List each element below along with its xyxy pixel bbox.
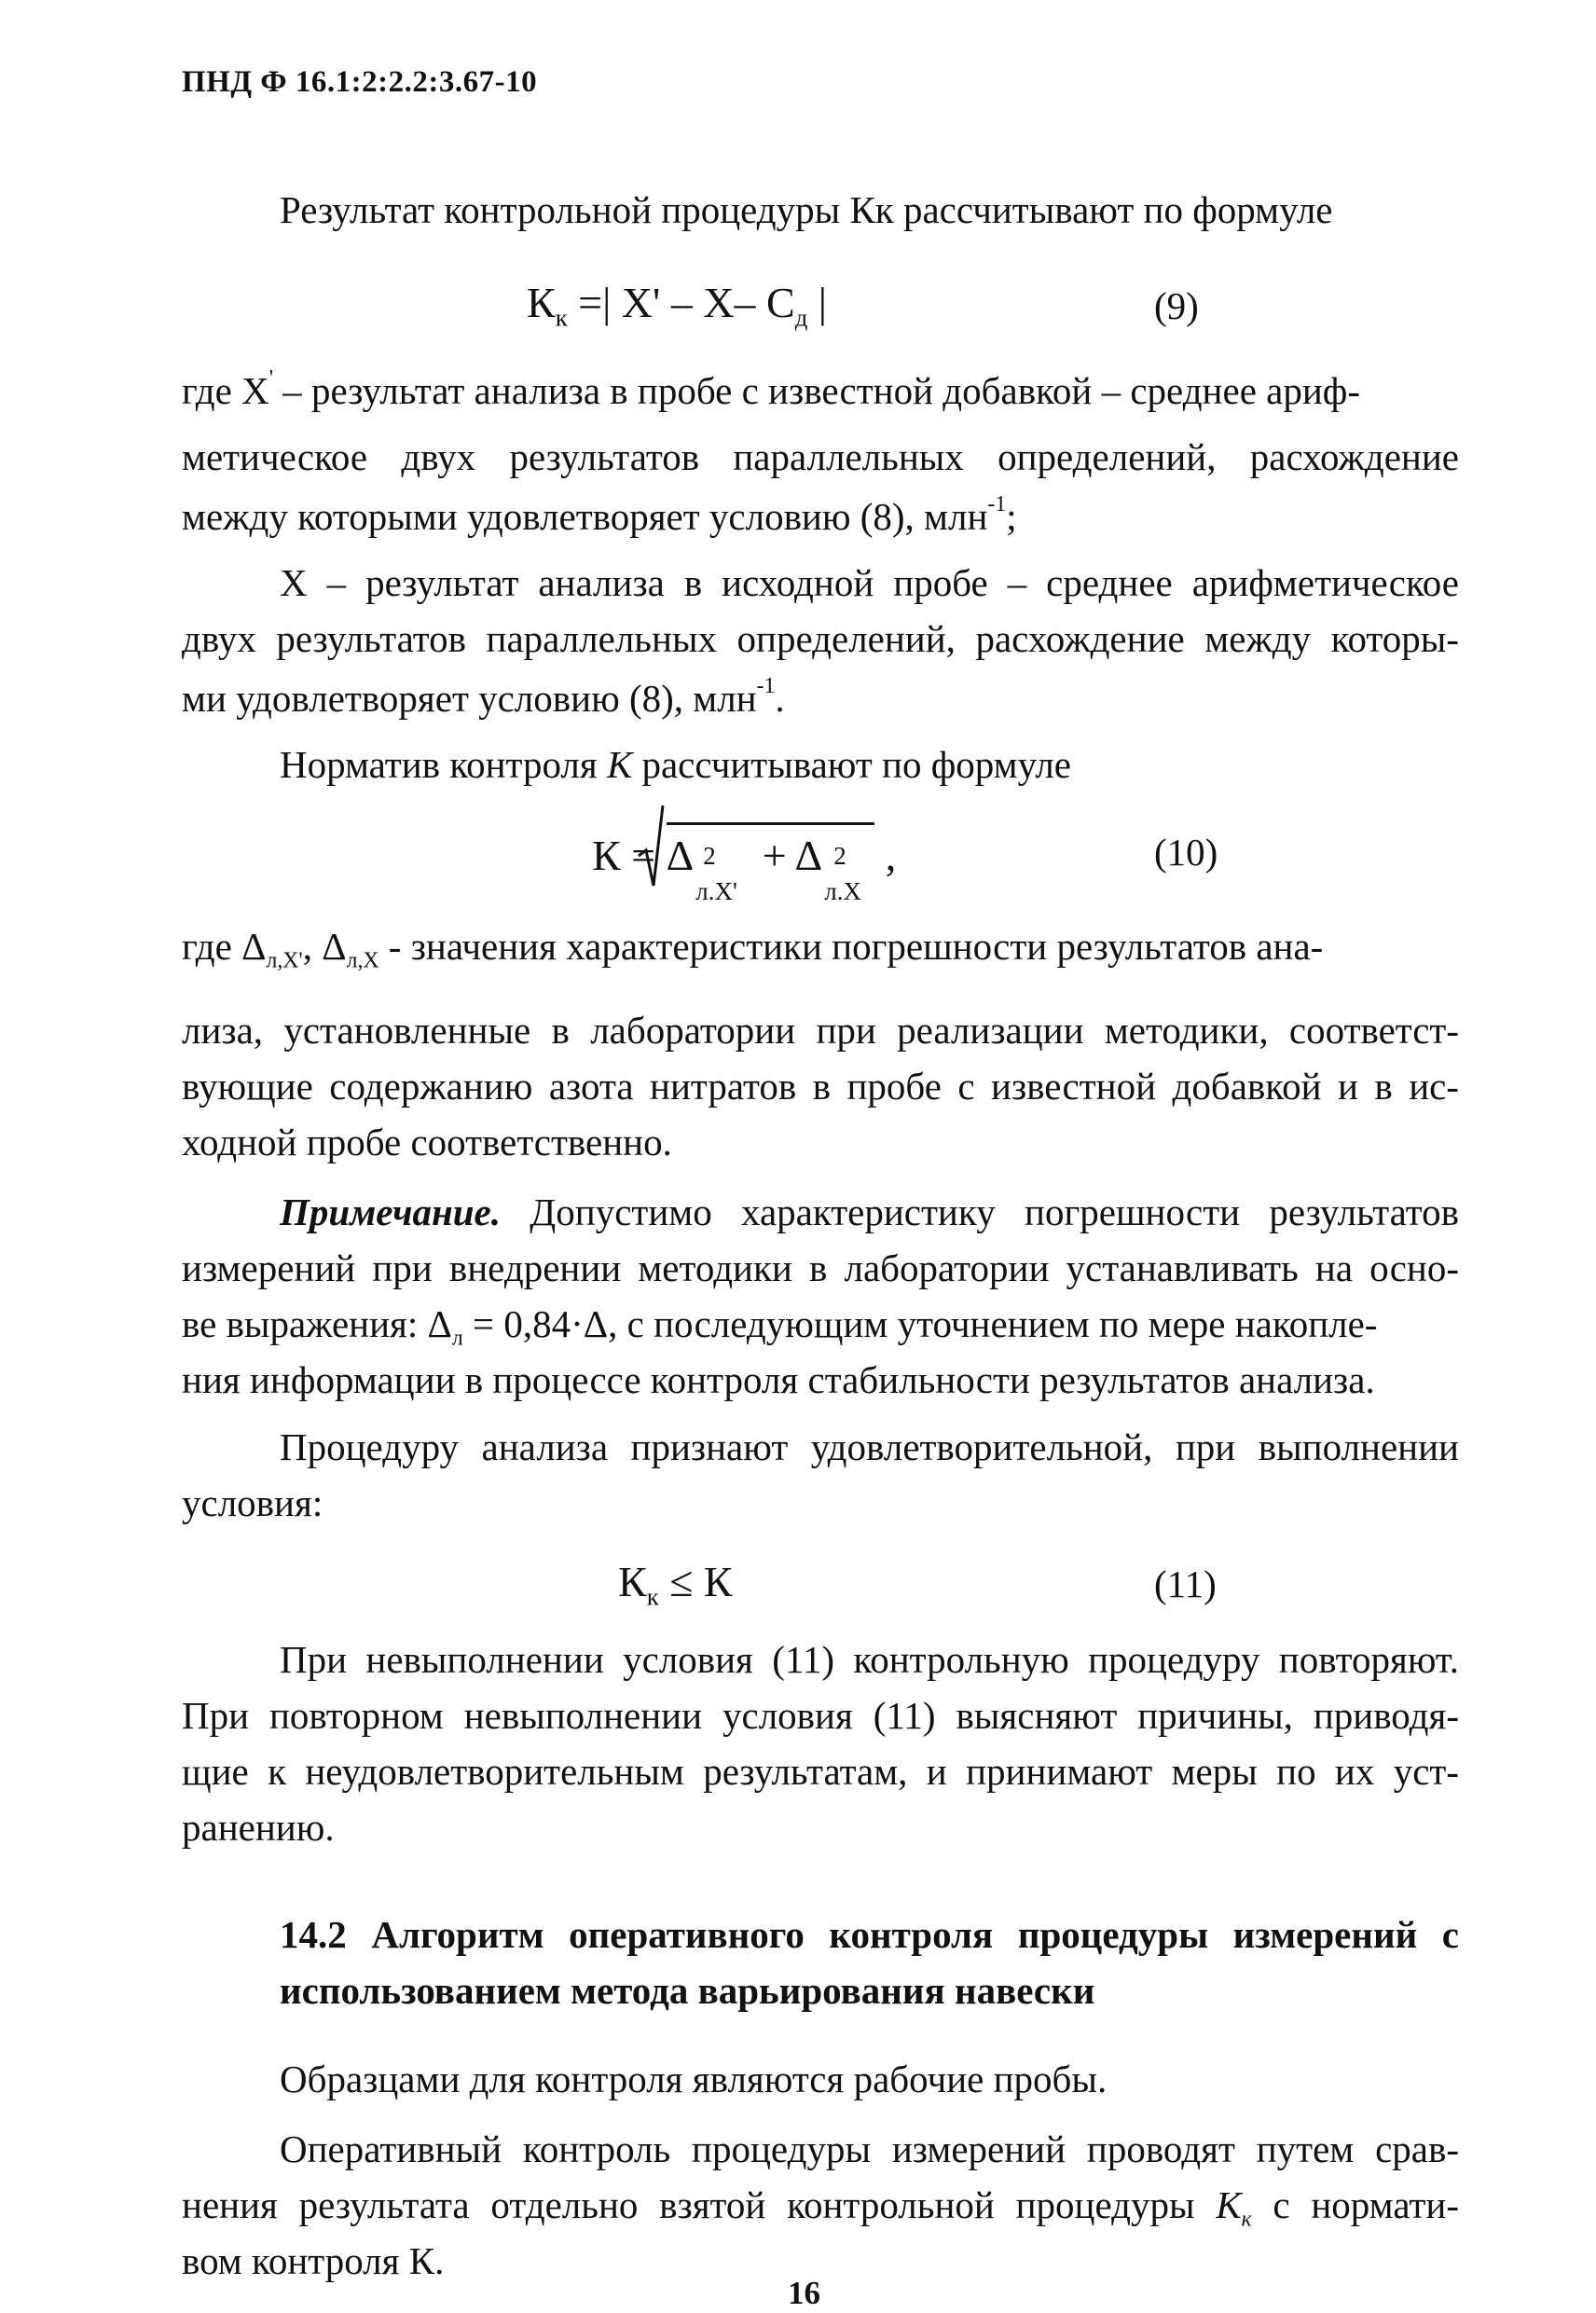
note-line-1 <box>280 1193 1459 1232</box>
acceptance-line-2: условия: <box>182 1481 323 1524</box>
paragraph-samples: Образцами для контроля являются рабочие пробы. <box>280 2058 1108 2100</box>
where-x-prime-lead: где X <box>182 369 269 413</box>
document-code-header: ПНД Ф 16.1:2:2.2:3.67-10 <box>182 65 538 99</box>
formula-11-sub: к <box>646 1582 659 1611</box>
formula-10 <box>592 822 897 905</box>
definition-x-line-3 <box>182 674 785 721</box>
formula-11 <box>618 1557 733 1611</box>
repeat-line-1: При невыполнении условия (11) контрольную процедуру повторяют. <box>280 1638 1459 1681</box>
repeat-line-3: щие к неудовлетворительным результатам, и принимают меры по их уст- <box>182 1750 1459 1793</box>
section-heading-line-2: использованием метода варьирования навески <box>280 1969 1095 2012</box>
paragraph-norm-intro <box>280 743 1071 786</box>
unit-exponent: -1 <box>756 674 776 698</box>
formula-9-lhs-sub: к <box>555 303 568 332</box>
delta-1-sub: л.Х' <box>695 877 737 905</box>
note-label: Примечание. <box>280 1191 501 1233</box>
radical-sign-icon <box>637 802 665 895</box>
kk-sub: к <box>1241 2207 1252 2232</box>
formula-11-rest: ≤ К <box>658 1558 733 1605</box>
operative-line-2-text-a: нения результата отдельно взятой контрольной процедуры <box>182 2183 1217 2226</box>
plus-delta-2: + Δ <box>751 832 823 879</box>
note-line-4: ния информации в процессе контроля стабильности результатов анализа. <box>182 1358 1375 1401</box>
delta-l-sub: л <box>451 1326 463 1351</box>
definition-x-prime-line-3 <box>182 492 1017 539</box>
formula-10-comma: , <box>874 832 897 879</box>
delta-1-subscript: л,Х' <box>266 948 303 973</box>
paragraph-intro-kk: Результат контрольной процедуры Кк рассчитывают по формуле <box>280 188 1333 231</box>
formula-9-closing-bar: | <box>807 279 828 326</box>
page-number: 16 <box>788 2275 820 2311</box>
kk-symbol: К <box>1216 2183 1242 2226</box>
radicand <box>666 822 875 905</box>
definition-delta <box>182 925 1324 973</box>
definition-delta-line-4: ходной пробе соответственно. <box>182 1121 672 1163</box>
formula-9-expression: =| X' – X– C <box>567 279 795 326</box>
where-x-prime-text: – результат анализа в пробе с известной добавкой – среднее ариф- <box>273 369 1360 413</box>
norm-k-symbol: К <box>606 743 633 786</box>
delta-2-subscript: л,Х <box>346 948 379 973</box>
definition-delta-line-3: вующие содержанию азота нитратов в пробе с известной добавкой и в ис- <box>182 1065 1459 1108</box>
delta-1: Δ <box>666 832 695 879</box>
formula-9 <box>527 278 827 332</box>
formula-11-lhs: К <box>618 1558 647 1605</box>
note-line-3-text-a: ве выражения: Δ <box>182 1302 452 1345</box>
section-heading-line-1: 14.2 Алгоритм оперативного контроля процедуры измерений с <box>280 1913 1459 1956</box>
operative-line-1: Оперативный контроль процедуры измерений проводят путем срав- <box>280 2127 1459 2170</box>
x-line-3-end: . <box>775 677 785 721</box>
square-root <box>666 822 875 905</box>
x-line-3-text: ми удовлетворяет условию (8), млн <box>182 677 757 721</box>
operative-line-3: вом контроля К. <box>182 2239 445 2282</box>
formula-10-number: (10) <box>1154 831 1218 874</box>
formula-9-c-sub: д <box>794 303 808 332</box>
where-delta-lead: где Δ <box>182 925 267 968</box>
unit-exponent: -1 <box>987 492 1007 516</box>
note-line-2: измерений при внедрении методики в лаборатории устанавливать на осно- <box>182 1246 1459 1289</box>
x-prime-line-3-end: ; <box>1006 495 1017 539</box>
definition-x-line-1: X – результат анализа в исходной пробе – среднее арифметическое <box>280 561 1459 604</box>
x-prime-line-3-text: между которыми удовлетворяет условию (8), млн <box>182 495 988 539</box>
repeat-line-4: ранению. <box>182 1806 335 1849</box>
norm-intro-text-a: Норматив контроля <box>280 743 607 786</box>
formula-9-lhs: К <box>527 279 556 326</box>
operative-line-2-text-b: с нормати- <box>1251 2183 1460 2226</box>
formula-11-number: (11) <box>1154 1563 1217 1605</box>
definition-delta-line-2: лиза, установленные в лаборатории при реализации методики, соответст- <box>182 1009 1459 1052</box>
formula-9-number: (9) <box>1154 284 1199 327</box>
acceptance-line-1: Процедуру анализа признают удовлетворительной, при выполнении <box>280 1425 1459 1468</box>
repeat-line-2: При повторном невыполнении условия (11) выясняют причины, приводя- <box>182 1694 1459 1737</box>
note-line-3 <box>182 1302 1378 1351</box>
delta-2-sub: л.Х <box>824 877 861 905</box>
delta-1-sup: 2 <box>703 842 716 870</box>
note-line-1-text: Допустимо характеристику погрешности результатов <box>500 1191 1459 1233</box>
note-line-3-text-b: = 0,84·Δ, с последующим уточнением по мере накопле- <box>462 1302 1378 1345</box>
definition-x-prime <box>182 366 1360 413</box>
operative-line-2 <box>182 2183 1460 2232</box>
delta-separator: , Δ <box>302 925 347 968</box>
x-prime-mark: ' <box>268 366 273 391</box>
norm-intro-text-b: рассчитывают по формуле <box>632 743 1071 786</box>
definition-x-prime-line-2: метическое двух результатов параллельных определений, расхождение <box>182 435 1459 478</box>
formula-10-lhs: К = <box>592 832 667 879</box>
definition-x-line-2: двух результатов параллельных определений, расхождение между которы- <box>182 617 1459 660</box>
where-delta-text: - значения характеристики погрешности результатов ана- <box>378 925 1324 968</box>
delta-2-sup: 2 <box>833 842 846 870</box>
